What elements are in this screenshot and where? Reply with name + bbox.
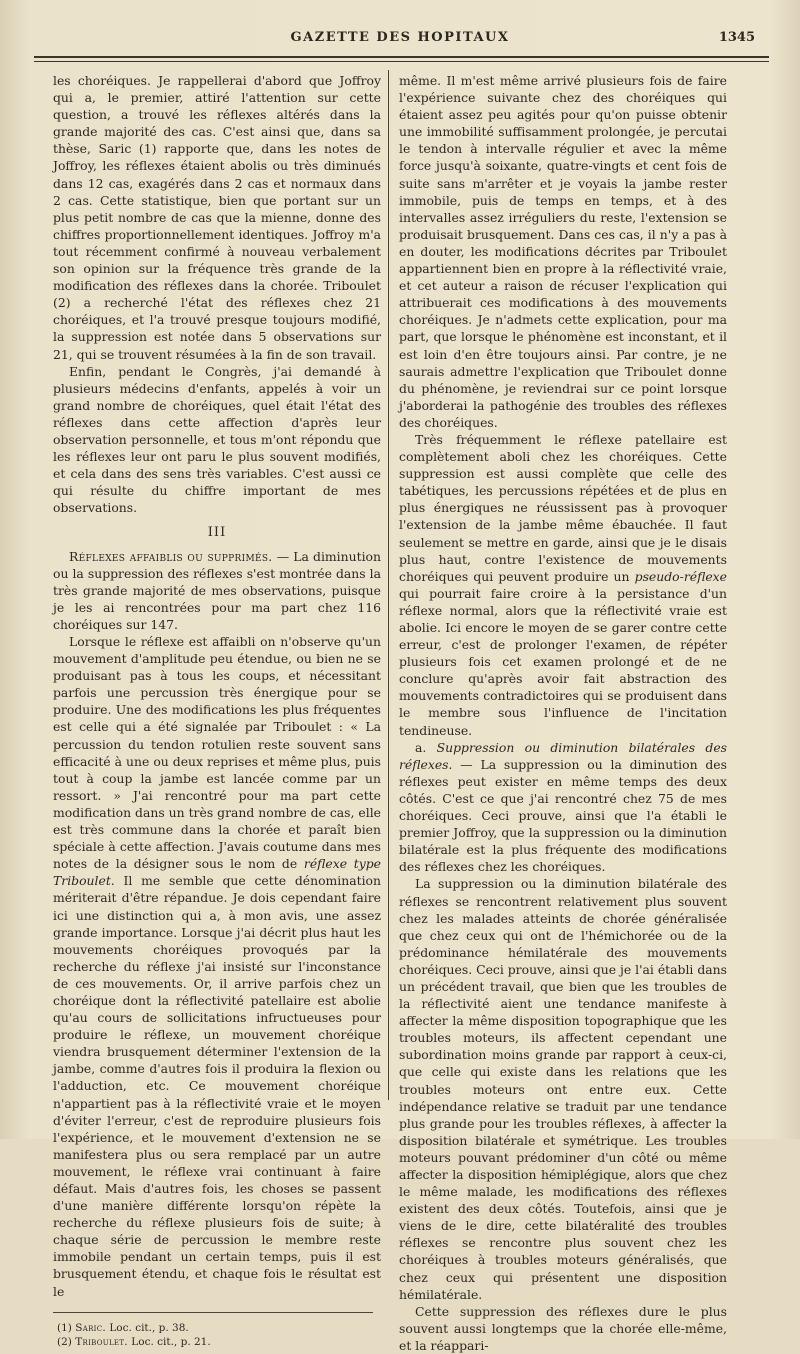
paragraph: même. Il m'est même arrivé plusieurs fois de faire l'expérience suivante chez des choréiques qui étaient assez peu agités pour qu'on puisse obtenir une immobilité suffisamment prolongée, je percutai le tendon à intervalle régulier et avec la même force jusqu'à soixante, quatre-vingts et cent fois de suite sans m'arrêter et je voyais la jambe rester immobile, puis de temps en temps, et à des intervalles assez irréguliers du reste, l'extension se produisait brusquement. Dans ces cas, il n'y a pas à en douter, les modifications décrites par Triboulet appartiennent bien en propre à la réflectivité vraie, et cet auteur a raison de récuser l'explication qui attribuerait ces modifications à des mouvements choréiques. Je n'admets cette explication, pour ma part, que lorsque le phénomène est inconstant, et il est loin d'en être toujours ainsi. Par contre, je ne saurais admettre l'explication que Triboulet donne du phénomène, je reviendrai sur ce point lorsque j'aborderai la pathogénie des troubles des réflexes des choréiques. (399, 73, 727, 430)
paragraph-text: Il me semble que cette dénomination mériterait d'être répandue. Je dois cependant faire ici une distinction qui a, à mon avis, une assez grande importance. Lorsque j'ai décrit plus haut les mouvements choréiques provoqués par la recherche du réflexe j'ai insisté sur l'inconstance de ces mouvements. Or, il arrive parfois chez un choréique dont la réflectivité patellaire est abolie qu'au cours de sollicitations infructueuses pour produire le réflexe, un mouvement choréique viendra brusquement déterminer l'extension de la jambe, comme d'autres fois il produira la flexion ou l'adduction, etc. Ce mouvement choréique n'appartient pas à la réflectivité vraie et le moyen d'éviter l'erreur, c'est de reproduire plusieurs fois l'expérience, et le mouvement d'extension ne se manifestera plus ou sera remplacé par un autre mouvement, le réflexe vrai continuant à faire défaut. Mais d'autres fois, les choses se passent d'une manière différente lorsqu'on répète la recherche du réflexe plusieurs fois de suite; à chaque série de percussion le membre reste immobile pendant un certain temps, puis il est brusquement étendu, et chaque fois le résultat est le (53, 873, 381, 1299)
column-divider (388, 70, 389, 1100)
paragraph (53, 548, 381, 633)
footnote-author: Triboulet. (75, 1335, 128, 1348)
paragraph-text: — La suppression ou la diminution des réflexes peut exister en même temps des deux côtés. C'est ce que j'ai rencontré chez 75 de mes choréiques. Ceci prouve, ainsi que l'a établi le premier Joffroy, que la suppression ou la diminution bilatérale est la plus fréquente des modifications des réflexes chez les choréiques. (399, 756, 727, 875)
paragraph-text: Très fréquemment le réflexe patellaire est complètement aboli chez les choréiques. Cette suppression est aussi complète que celle des tabétiques, les percussions répétées et de plus en plus énergiques ne réussissent pas à provoquer l'extension de la jambe même ébauchée. Il faut seulement se mettre en garde, ainsi que je le disais plus haut, contre l'existence de mouvements choréiques qui peuvent produire un (399, 431, 727, 584)
paragraph: Enfin, pendant le Congrès, j'ai demandé à plusieurs médecins d'enfants, appelés à voir un grand nombre de choréiques, quel était l'état des réflexes dans cette affection d'après leur observation personnelle, et tous m'ont répondu que les réflexes leur ont paru le plus souvent modifiés, et cela dans des sens très variables. C'est aussi ce qui résulte du chiffre important de mes observations. (53, 363, 381, 516)
paragraph: Cette suppression des réflexes dure le plus souvent aussi longtemps que la chorée elle-même, et la réappari- (399, 1303, 727, 1353)
paragraph: La suppression ou la diminution bilatérale des réflexes se rencontrent relativement plus souvent chez les malades atteints de chorée généralisée que chez ceux qui ont de l'hémichorée ou de la prédominance hémilatérale des mouvements choréiques. Ceci prouve, ainsi que je l'ai établi dans un précédent travail, que bien que les troubles de la réflectivité aient une tendance manifeste à affecter la même disposition topographique que les troubles moteurs, ils affectent cependant une subordination moins grande par rapport à ceux-ci, que celle qui existe dans les relations que les troubles moteurs ont entre eux. Cette indépendance relative se traduit par une tendance plus grande pour les troubles réflexes, à affecter la disposition bilatérale et symétrique. Les troubles moteurs pouvant prédominer d'un côté ou même affecter la disposition hémiplégique, alors que chez le même malade, les modifications des réflexes existent des deux côtés. Toutefois, ainsi que je viens de le dire, cette bilatéralité des troubles réflexes se rencontre plus souvent chez les choréiques à troubles moteurs généralisés, que chez ceux qui présentent une disposition hémilatérale. (399, 876, 727, 1302)
subsection-title: Suppression ou diminution bilatérales des réflexes. (399, 739, 728, 772)
footnote-number: (1) (57, 1321, 76, 1334)
header-rule-thick (34, 56, 769, 58)
page-header (0, 28, 800, 54)
emphasis-text: pseudo-réflexe (634, 568, 727, 584)
footnote-rule (53, 1312, 373, 1313)
footnote-author: Saric. (75, 1321, 106, 1334)
paragraph-text: qui pourrait faire croire à la persistance d'un réflexe normal, alors que la réflectivité vraie est abolie. Ici encore le moyen de se garer contre cette erreur, c'est de prolonger l'examen, de répéter plusieurs fois cet examen prolongé et de ne conclure qu'après avoir fait abstraction des mouvements contradictoires qui se produisent dans le membre sous l'influence de l'incitation tendineuse. (399, 585, 727, 738)
footnote (53, 1321, 381, 1335)
paragraph: les choréiques. Je rappellerai d'abord que Joffroy qui a, le premier, attiré l'attention sur cette question, a trouvé les réflexes altérés dans la grande majorité des cas. C'est ainsi que, dans sa thèse, Saric (1) rapporte que, dans les notes de Joffroy, les réflexes étaient abolis ou très diminués dans 12 cas, exagérés dans 2 cas et normaux dans 2 cas. Cette statistique, bien que portant sur un plus petit nombre de cas que la mienne, donne des chiffres proportionnellement identiques. Joffroy m'a tout récemment confirmé à nouveau verbalement son opinion sur la fréquence très grande de la modification des réflexes dans la chorée. Triboulet (2) a recherché l'état des réflexes chez 21 choréiques, et l'a trouvé presque toujours modifié, la suppression est notée dans 5 observations sur 21, qui se trouvent résumées à la fin de son travail. (53, 73, 381, 362)
paragraph (399, 431, 727, 739)
section-title: Réflexes affaiblis ou supprimés. (69, 548, 273, 564)
header-rule-thin (34, 61, 769, 62)
right-column (399, 72, 727, 1354)
paragraph (53, 633, 381, 1300)
footnote (53, 1335, 381, 1349)
left-column (53, 72, 381, 1349)
page-number: 1345 (718, 30, 755, 45)
section-heading: III (207, 525, 227, 541)
footnote-ref: Loc. cit., p. 38. (106, 1321, 189, 1334)
footnote-ref: Loc. cit., p. 21. (127, 1335, 211, 1348)
paragraph-text: Lorsque le réflexe est affaibli on n'observe qu'un mouvement d'amplitude peu étendue, ou bien ne se produisant pas à tous les coups, et nécessitant parfois une percussion très énergique pour se produire. Une des modifications les plus fréquentes est celle qui a été signalée par Triboulet : « La percussion du tendon rotulien reste souvent sans efficacité à une ou deux reprises et même plus, puis tout à coup la jambe est lancée comme par un ressort. » J'ai rencontré pour ma part cette modification dans un très grand nombre de cas, elle est très commune dans la chorée et paraît bien spéciale à cette affection. J'avais coutume dans mes notes de la désigner sous le nom de (53, 634, 381, 872)
paragraph (399, 739, 727, 876)
list-label: a. (415, 739, 437, 755)
emphasis-text: réflexe type Triboulet. (53, 856, 381, 889)
footnote-number: (2) (57, 1335, 76, 1348)
journal-title: GAZETTE DES HOPITAUX (290, 30, 510, 45)
paragraph-text: — La diminution ou la suppression des réflexes s'est montrée dans la très grande majorité de mes observations, puisque je les ai rencontrées pour ma part chez 116 choréiques sur 147. (53, 548, 381, 632)
